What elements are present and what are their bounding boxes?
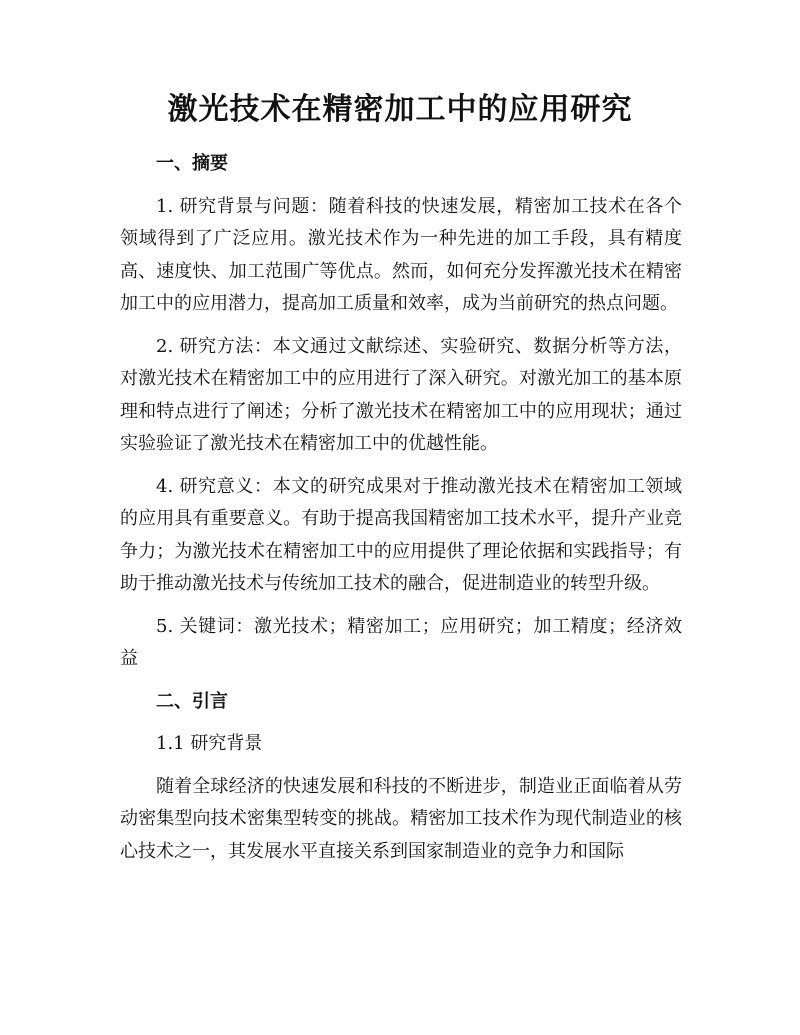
- abstract-paragraph-significance: 4. 研究意义：本文的研究成果对于推动激光技术在精密加工领域的应用具有重要意义。有助于提高我国精密加工技术水平，提升产业竞争力；为激光技术在精密加工中的应用提供了理论依据和实践指导；有助于推动激光技术与传统加工技术的融合，促进制造业的转型升级。: [120, 475, 682, 594]
- introduction-paragraph: 随着全球经济的快速发展和科技的不断进步，制造业正面临着从劳动密集型向技术密集型转变的挑战。精密加工技术作为现代制造业的核心技术之一，其发展水平直接关系到国家制造业的竞争力和国际: [120, 775, 682, 862]
- section-heading-abstract: 一、摘要: [156, 153, 228, 174]
- section-heading-introduction: 二、引言: [156, 690, 228, 712]
- document-body: [120, 148, 682, 868]
- abstract-paragraph-methods: 2. 研究方法：本文通过文献综述、实验研究、数据分析等方法，对激光技术在精密加工中的应用进行了深入研究。对激光加工的基本原理和特点进行了阐述；分析了激光技术在精密加工中的应用现状；通过实验验证了激光技术在精密加工中的优越性能。: [120, 335, 682, 454]
- abstract-paragraph-background: 1. 研究背景与问题：随着科技的快速发展，精密加工技术在各个领域得到了广泛应用。激光技术作为一种先进的加工手段，具有精度高、速度快、加工范围广等优点。然而，如何充分发挥激光技术在精密加工中的应用潜力，提高加工质量和效率，成为当前研究的热点问题。: [120, 195, 682, 314]
- page-title: 激光技术在精密加工中的应用研究: [167, 92, 633, 127]
- abstract-paragraph-keywords: 5. 关键词：激光技术；精密加工；应用研究；加工精度；经济效益: [120, 615, 682, 669]
- subsection-heading-background: 1.1 研究背景: [156, 733, 263, 754]
